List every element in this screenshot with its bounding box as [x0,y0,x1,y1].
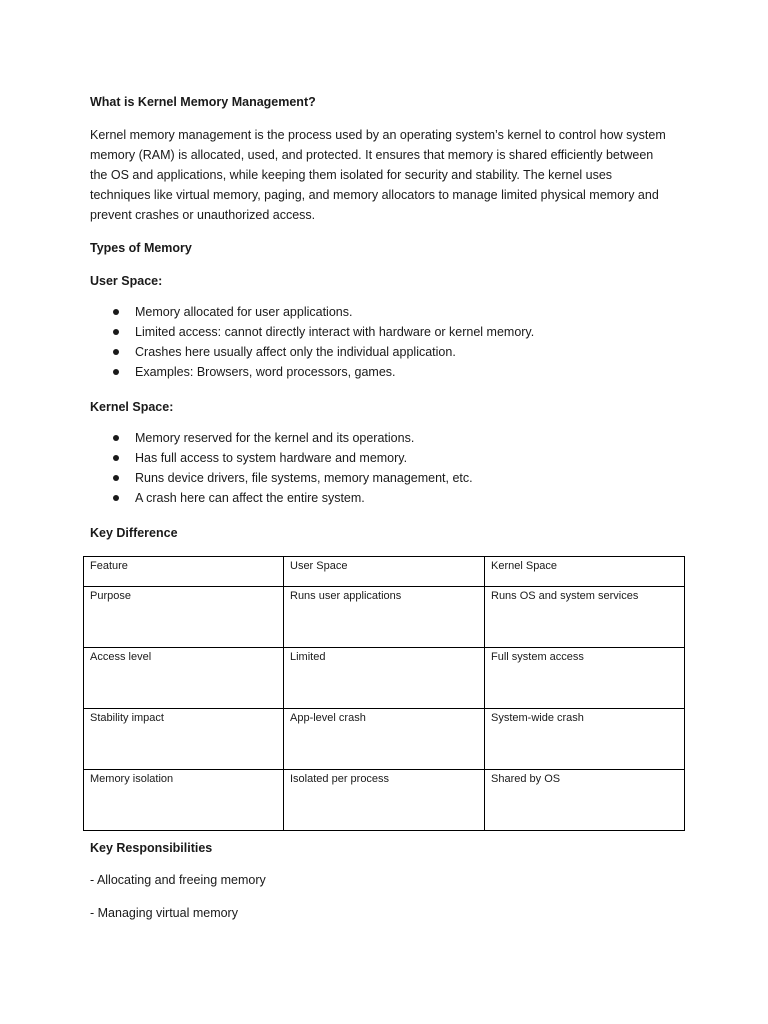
table-cell: Shared by OS [485,770,685,831]
key-difference-heading: Key Difference [90,526,178,540]
intro-line: techniques like virtual memory, paging, and memory allocators to manage limited physical memory and [90,188,659,202]
document-title: What is Kernel Memory Management? [90,95,316,109]
list-item-text: A crash here can affect the entire system. [135,491,365,505]
list-item [90,362,534,382]
intro-paragraph [90,125,682,225]
list-item-text: Memory allocated for user applications. [135,305,353,319]
table-cell: Purpose [84,587,284,648]
table-cell: Limited [284,648,485,709]
table-header-cell: User Space [284,557,485,587]
bullet-icon [113,475,119,481]
bullet-icon [113,329,119,335]
table-cell: System-wide crash [485,709,685,770]
table-cell: Access level [84,648,284,709]
bullet-icon [113,495,119,501]
intro-line: memory (RAM) is allocated, used, and protected. It ensures that memory is shared efficiently between [90,148,654,162]
bullet-icon [113,309,119,315]
responsibilities-heading: Key Responsibilities [90,841,213,855]
responsibility-item: - Allocating and freeing memory [90,873,266,887]
bullet-icon [113,349,119,355]
table-header-cell: Feature [84,557,284,587]
user-space-heading: User Space: [90,274,163,288]
list-item-text: Crashes here usually affect only the individual application. [135,345,456,359]
bullet-icon [113,369,119,375]
list-item [90,488,473,508]
table-row [84,648,685,709]
list-item [90,342,534,362]
list-item [90,448,473,468]
table-row [84,709,685,770]
intro-line: prevent crashes or unauthorized access. [90,208,316,222]
table-row [84,587,685,648]
list-item-text: Has full access to system hardware and memory. [135,451,408,465]
list-item-text: Runs device drivers, file systems, memory management, etc. [135,471,473,485]
list-item-text: Memory reserved for the kernel and its operations. [135,431,415,445]
list-item-text: Limited access: cannot directly interact with hardware or kernel memory. [135,325,535,339]
list-item [90,428,473,448]
table-cell: Full system access [485,648,685,709]
kernel-space-list [90,428,473,508]
table-cell: Isolated per process [284,770,485,831]
key-difference-table [83,556,685,831]
user-space-list [90,302,534,382]
table-cell: Stability impact [84,709,284,770]
intro-line: the OS and applications, while keeping them isolated for security and stability. The kernel uses [90,168,613,182]
list-item [90,322,534,342]
table-row [84,770,685,831]
responsibility-item: - Managing virtual memory [90,906,238,920]
list-item [90,468,473,488]
table-cell: Runs user applications [284,587,485,648]
table-cell: Memory isolation [84,770,284,831]
table-cell: App-level crash [284,709,485,770]
table-header-row [84,557,685,587]
list-item-text: Examples: Browsers, word processors, games. [135,365,396,379]
list-item [90,302,534,322]
bullet-icon [113,435,119,441]
kernel-space-heading: Kernel Space: [90,400,174,414]
intro-line: Kernel memory management is the process used by an operating system’s kernel to control how system [90,128,666,142]
types-heading: Types of Memory [90,241,192,255]
table-header-cell: Kernel Space [485,557,685,587]
bullet-icon [113,455,119,461]
table-cell: Runs OS and system services [485,587,685,648]
document-page [90,0,690,1024]
